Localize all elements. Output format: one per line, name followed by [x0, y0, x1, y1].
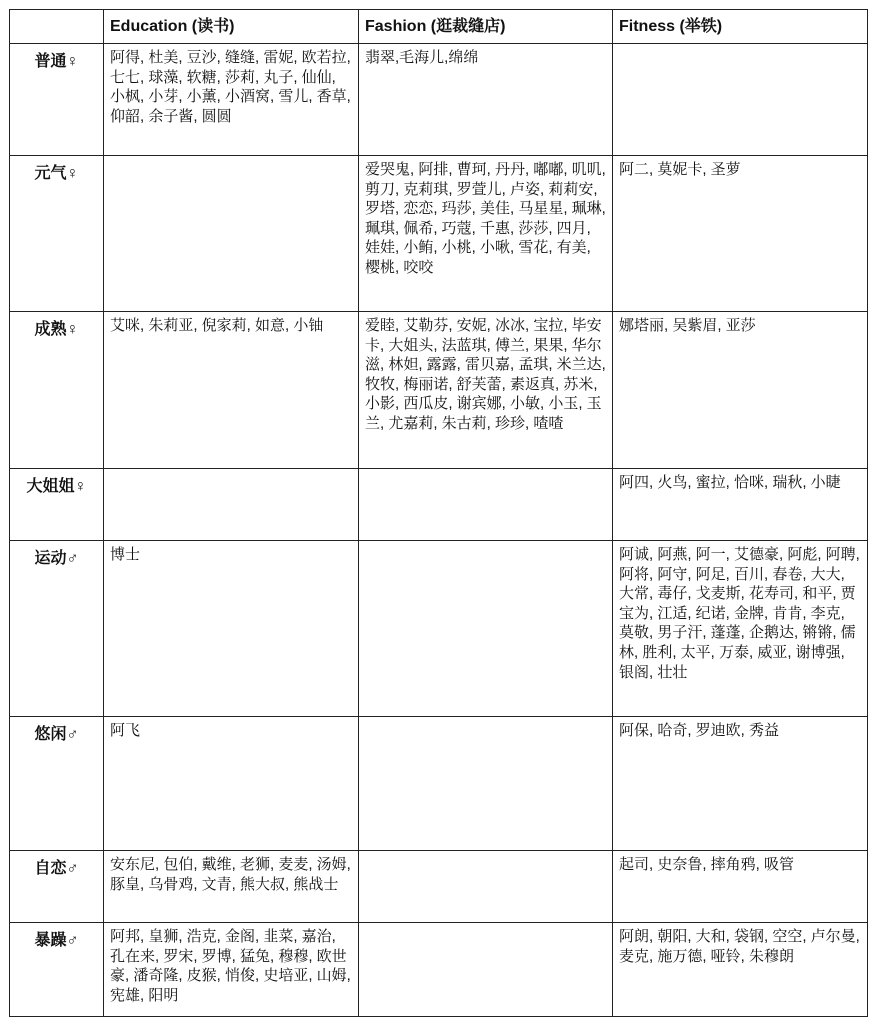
fashion-cell — [359, 851, 613, 923]
header-row — [10, 10, 868, 44]
education-cell: 艾咪, 朱莉亚, 倪家莉, 如意, 小铀 — [104, 312, 359, 469]
fitness-cell: 阿四, 火鸟, 蜜拉, 恰咪, 瑞秋, 小睫 — [613, 469, 868, 541]
fitness-cell: 阿朗, 朝阳, 大和, 袋钢, 空空, 卢尔曼, 麦克, 施万德, 哑铃, 朱穆朗 — [613, 923, 868, 1017]
fashion-cell — [359, 541, 613, 717]
table-row — [10, 156, 868, 312]
row-label: 运动♂ — [10, 541, 104, 717]
row-label: 悠闲♂ — [10, 717, 104, 851]
education-cell: 阿得, 杜美, 豆沙, 缝缝, 雷妮, 欧若拉, 七七, 球藻, 软糖, 莎莉, 丸子, 仙仙, 小枫, 小芽, 小薰, 小酒窝, 雪儿, 香草, 仰韶, 余子酱, 圆圆 — [104, 44, 359, 156]
education-cell: 安东尼, 包伯, 戴维, 老狮, 麦麦, 汤姆, 豚皇, 乌骨鸡, 文青, 熊大叔, 熊战士 — [104, 851, 359, 923]
fashion-cell — [359, 923, 613, 1017]
fitness-cell: 娜塔丽, 吴紫眉, 亚莎 — [613, 312, 868, 469]
table-row — [10, 851, 868, 923]
fitness-cell: 阿诚, 阿燕, 阿一, 艾德豪, 阿彪, 阿聘, 阿将, 阿守, 阿足, 百川, 春卷, 大大, 大常, 毒仔, 戈麦斯, 花寿司, 和平, 贾宝为, 江适, 纪诺, 金牌, 肯肯, 李克, 莫敬, 男子汗, 蓬蓬, 企鹅达, 锵锵, 儒林, 胜利, 太平, 万泰, 威亚, 谢博强, 银阁, 壮壮 — [613, 541, 868, 717]
row-label: 普通♀ — [10, 44, 104, 156]
row-label: 暴躁♂ — [10, 923, 104, 1017]
column-header-education: Education (读书) — [104, 10, 359, 44]
fitness-cell: 阿二, 莫妮卡, 圣萝 — [613, 156, 868, 312]
row-label: 成熟♀ — [10, 312, 104, 469]
table-row — [10, 541, 868, 717]
table-row — [10, 717, 868, 851]
education-cell: 阿邦, 皇狮, 浩克, 金阁, 韭菜, 嘉治, 孔在来, 罗宋, 罗博, 猛兔, 穆穆, 欧世豪, 潘奇隆, 皮猴, 悄俊, 史培亚, 山姆, 宪雄, 阳明 — [104, 923, 359, 1017]
education-cell — [104, 469, 359, 541]
row-label: 大姐姐♀ — [10, 469, 104, 541]
corner-cell — [10, 10, 104, 44]
table-row — [10, 923, 868, 1017]
fashion-cell: 爱哭鬼, 阿排, 曹珂, 丹丹, 嘟嘟, 叽叽, 剪刀, 克莉琪, 罗萱儿, 卢姿, 莉莉安, 罗塔, 恋恋, 玛莎, 美佳, 马星星, 珮琳, 珮琪, 佩希, 巧蔻, 千惠, 莎莎, 四月, 娃娃, 小鲔, 小桃, 小啾, 雪花, 有美, 樱桃, 咬咬 — [359, 156, 613, 312]
education-cell: 阿飞 — [104, 717, 359, 851]
education-cell: 博士 — [104, 541, 359, 717]
fashion-cell: 爱睦, 艾勒芬, 安妮, 冰冰, 宝拉, 毕安卡, 大姐头, 法蓝琪, 傅兰, 果果, 华尔滋, 林妲, 露露, 雷贝嘉, 孟琪, 米兰达, 牧牧, 梅丽诺, 舒芙蕾, 素返真, 苏米, 小影, 西瓜皮, 谢宾娜, 小敏, 小玉, 玉兰, 尤嘉莉, 朱古莉, 珍珍, 喳喳 — [359, 312, 613, 469]
table-row — [10, 44, 868, 156]
fitness-cell — [613, 44, 868, 156]
villager-personality-table — [9, 9, 868, 1017]
table-row — [10, 312, 868, 469]
column-header-fashion: Fashion (逛裁缝店) — [359, 10, 613, 44]
fitness-cell: 阿保, 哈奇, 罗迪欧, 秀益 — [613, 717, 868, 851]
education-cell — [104, 156, 359, 312]
table-row — [10, 469, 868, 541]
row-label: 元气♀ — [10, 156, 104, 312]
fashion-cell: 翡翠,毛海儿,绵绵 — [359, 44, 613, 156]
column-header-fitness: Fitness (举铁) — [613, 10, 868, 44]
fashion-cell — [359, 469, 613, 541]
fashion-cell — [359, 717, 613, 851]
row-label: 自恋♂ — [10, 851, 104, 923]
fitness-cell: 起司, 史奈鲁, 摔角鸦, 吸管 — [613, 851, 868, 923]
